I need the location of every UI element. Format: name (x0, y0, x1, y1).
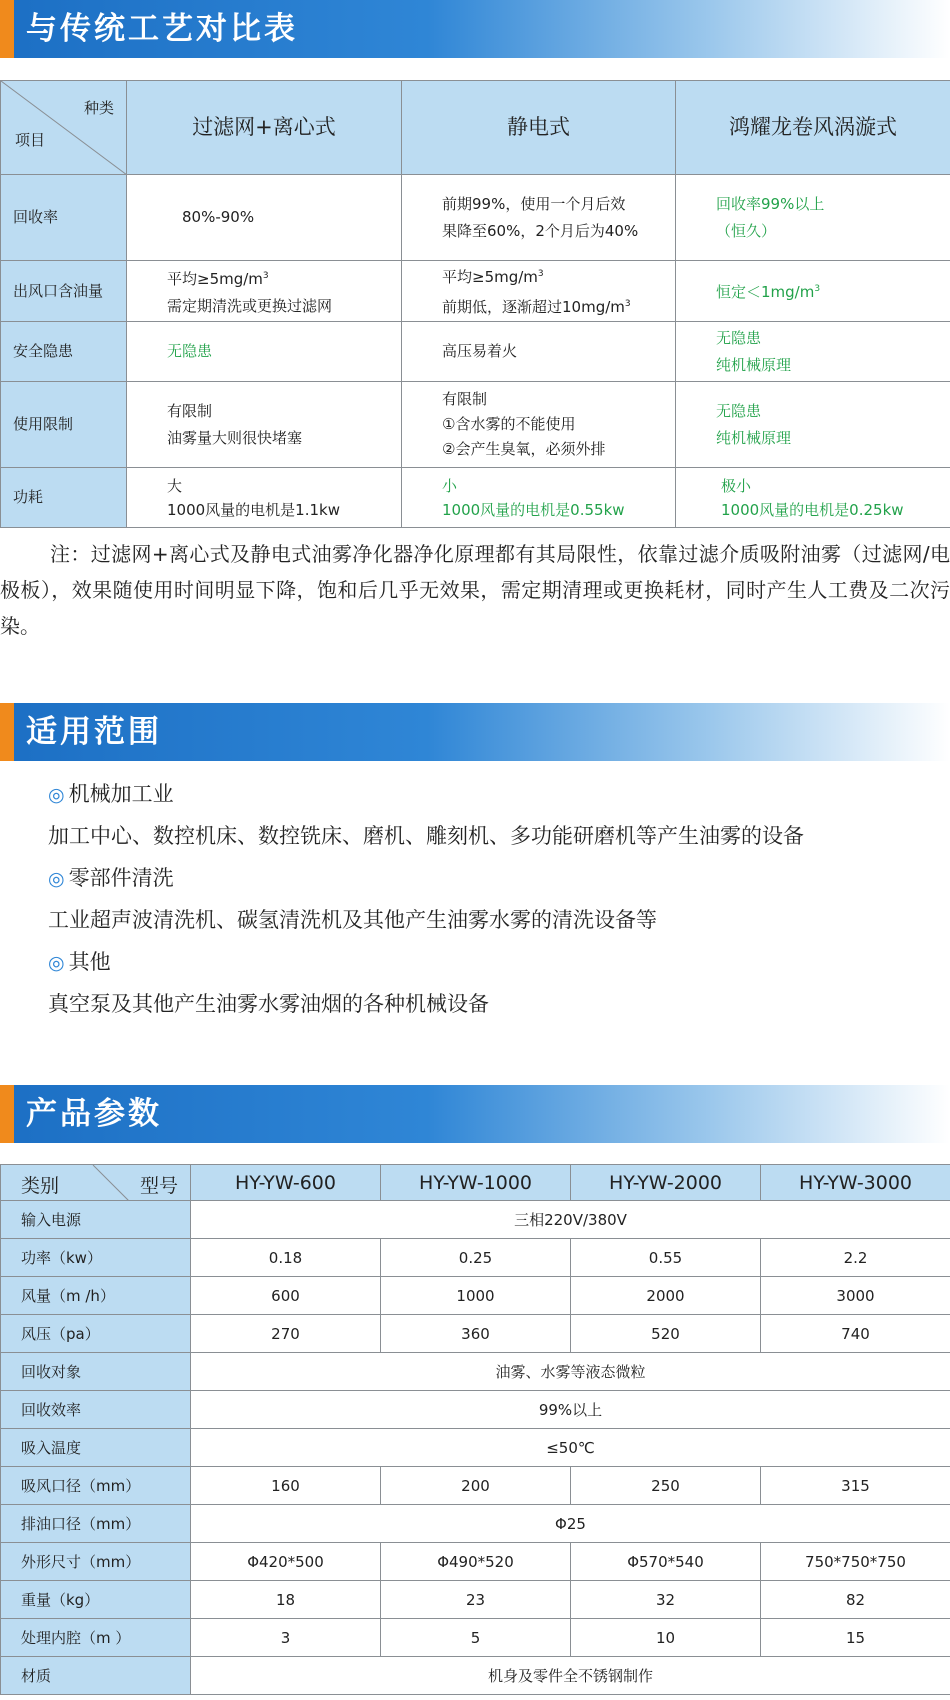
table-cell: 3000 (761, 1277, 950, 1315)
table-cell: 2000 (571, 1277, 761, 1315)
scope-heading: ◎ 机械加工业 (48, 782, 174, 806)
table-cell: 15 (761, 1619, 950, 1657)
row-label: 安全隐患 (1, 322, 127, 382)
section-header-scope (0, 703, 950, 761)
table-cell: 250 (571, 1467, 761, 1505)
comparison-note: 注：过滤网+离心式及静电式油雾净化器净化原理都有其局限性，依靠过滤介质吸附油雾（过滤网/电极板），效果随使用时间明显下降，饱和后几乎无效果，需定期清理或更换耗材，同时产生人工费及二次污染。 (0, 542, 950, 638)
row-label: 使用限制 (1, 382, 127, 468)
section-title: 与传统工艺对比表 (26, 11, 298, 47)
row-label: 回收率 (1, 175, 127, 261)
table-cell: Φ25 (191, 1505, 950, 1543)
table-cell: 10 (571, 1619, 761, 1657)
scope-description: 工业超声波清洗机、碳氢清洗机及其他产生油雾水雾的清洗设备等 (48, 908, 657, 932)
table-header-row (1, 81, 950, 175)
row-label: 功耗 (1, 468, 127, 528)
table-cell: 极小 1000风量的电机是0.25kw (676, 468, 950, 528)
table-row (1, 1505, 950, 1543)
section-title: 适用范围 (26, 714, 162, 750)
section-accent (0, 0, 14, 58)
table-row (1, 1201, 950, 1239)
table-header-row (1, 1165, 950, 1201)
model-header: HY-YW-2000 (571, 1165, 761, 1201)
row-label: 吸风口径（mm） (1, 1467, 191, 1505)
table-cell: 99%以上 (191, 1391, 950, 1429)
bullet-icon: ◎ (48, 868, 65, 890)
table-cell: 23 (381, 1581, 571, 1619)
table-cell: 三相220V/380V (191, 1201, 950, 1239)
row-label: 回收效率 (1, 1391, 191, 1429)
row-label: 吸入温度 (1, 1429, 191, 1467)
model-header: HY-YW-600 (191, 1165, 381, 1201)
table-row (1, 1543, 950, 1581)
table-cell: 2.2 (761, 1239, 950, 1277)
table-cell: 750*750*750 (761, 1543, 950, 1581)
corner-item-label: 项目 (15, 131, 46, 149)
row-label: 材质 (1, 1657, 191, 1695)
comparison-table (0, 80, 950, 528)
section-accent (0, 1085, 14, 1143)
table-cell: 前期99%，使用一个月后效 果降至60%，2个月后为40% (402, 175, 676, 261)
row-label: 处理内腔（m ） (1, 1619, 191, 1657)
table-row (1, 175, 950, 261)
table-cell: 平均$\ge 5mg/m^3$ 需定期清洗或更换过滤网 (127, 261, 402, 322)
model-header: HY-YW-3000 (761, 1165, 950, 1201)
table-row (1, 382, 950, 468)
row-label: 出风口含油量 (1, 261, 127, 322)
table-row (1, 1239, 950, 1277)
scope-heading: ◎ 其他 (48, 950, 111, 974)
table-cell: 82 (761, 1581, 950, 1619)
table-row (1, 1429, 950, 1467)
table-cell: 无隐患 纯机械原理 (676, 382, 950, 468)
table-cell: 740 (761, 1315, 950, 1353)
bullet-icon: ◎ (48, 952, 65, 974)
table-cell: 油雾、水雾等液态微粒 (191, 1353, 950, 1391)
table-row (1, 1581, 950, 1619)
params-table (0, 1164, 950, 1695)
diagonal-header-cell (1, 81, 127, 175)
table-cell: 18 (191, 1581, 381, 1619)
table-row (1, 1315, 950, 1353)
table-cell: 有限制 油雾量大则很快堵塞 (127, 382, 402, 468)
table-cell: 520 (571, 1315, 761, 1353)
column-header: 静电式 (402, 81, 676, 175)
table-cell: 回收率99%以上 （恒久） (676, 175, 950, 261)
scope-description: 真空泵及其他产生油雾水雾油烟的各种机械设备 (48, 992, 489, 1016)
column-header: 鸿耀龙卷风涡漩式 (676, 81, 950, 175)
table-cell: 0.55 (571, 1239, 761, 1277)
table-row (1, 322, 950, 382)
table-row (1, 1353, 950, 1391)
table-cell: 小 1000风量的电机是0.55kw (402, 468, 676, 528)
table-cell: 恒定$<1mg/m^3$ (676, 261, 950, 322)
table-cell: 200 (381, 1467, 571, 1505)
table-cell: 270 (191, 1315, 381, 1353)
table-row (1, 1619, 950, 1657)
corner-model-label: 型号 (139, 1175, 178, 1197)
table-cell: 机身及零件全不锈钢制作 (191, 1657, 950, 1695)
table-cell: 无隐患 纯机械原理 (676, 322, 950, 382)
table-row (1, 1391, 950, 1429)
table-row (1, 1657, 950, 1695)
diagonal-header-cell (1, 1165, 191, 1201)
section-header-params (0, 1085, 950, 1143)
table-row (1, 468, 950, 528)
row-label: 排油口径（mm） (1, 1505, 191, 1543)
table-row (1, 261, 950, 322)
table-cell: 3 (191, 1619, 381, 1657)
table-cell: 0.18 (191, 1239, 381, 1277)
table-cell: Φ570*540 (571, 1543, 761, 1581)
table-cell: 160 (191, 1467, 381, 1505)
section-title: 产品参数 (26, 1096, 162, 1132)
table-cell: 315 (761, 1467, 950, 1505)
table-cell: Φ420*500 (191, 1543, 381, 1581)
table-cell: ≤50℃ (191, 1429, 950, 1467)
table-cell: 平均$\ge 5mg/m^3$ 前期低，逐渐超过$10mg/m^3$ (402, 261, 676, 322)
row-label: 重量（kg） (1, 1581, 191, 1619)
table-cell: 5 (381, 1619, 571, 1657)
table-cell: 360 (381, 1315, 571, 1353)
table-cell: 32 (571, 1581, 761, 1619)
model-header: HY-YW-1000 (381, 1165, 571, 1201)
table-cell: 高压易着火 (402, 322, 676, 382)
scope-description: 加工中心、数控机床、数控铣床、磨机、雕刻机、多功能研磨机等产生油雾的设备 (48, 824, 804, 848)
row-label: 风量（m /h） (1, 1277, 191, 1315)
row-label: 功率（kw） (1, 1239, 191, 1277)
row-label: 风压（pa） (1, 1315, 191, 1353)
table-cell: 1000 (381, 1277, 571, 1315)
section-accent (0, 703, 14, 761)
table-row (1, 1277, 950, 1315)
table-cell: 大 1000风量的电机是1.1kw (127, 468, 402, 528)
table-cell: Φ490*520 (381, 1543, 571, 1581)
table-cell: 0.25 (381, 1239, 571, 1277)
row-label: 回收对象 (1, 1353, 191, 1391)
corner-type-label: 种类 (83, 99, 114, 117)
table-row (1, 1467, 950, 1505)
table-cell: 600 (191, 1277, 381, 1315)
table-cell: 有限制 ①含水雾的不能使用 ②会产生臭氧，必须外排 (402, 382, 676, 468)
table-cell: 无隐患 (127, 322, 402, 382)
column-header: 过滤网+离心式 (127, 81, 402, 175)
row-label: 输入电源 (1, 1201, 191, 1239)
table-cell: 80%-90% (127, 175, 402, 261)
section-header-compare (0, 0, 950, 58)
corner-category-label: 类别 (21, 1175, 60, 1197)
row-label: 外形尺寸（mm） (1, 1543, 191, 1581)
scope-heading: ◎ 零部件清洗 (48, 866, 174, 890)
bullet-icon: ◎ (48, 784, 65, 806)
